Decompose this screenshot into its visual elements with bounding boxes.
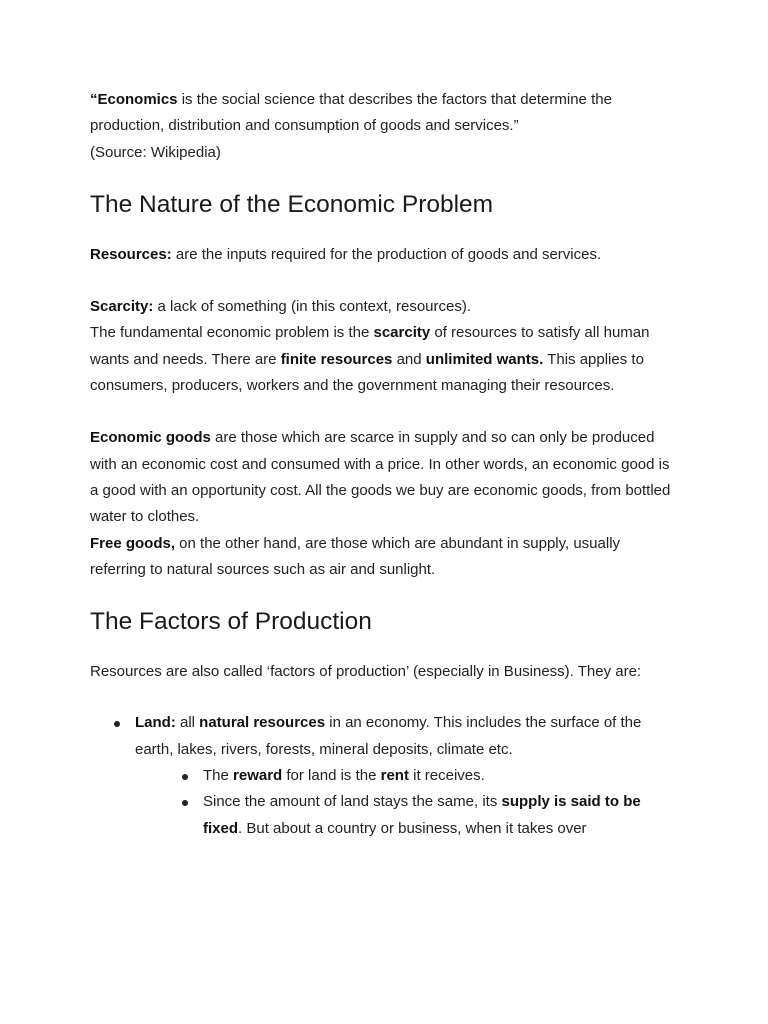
factors-intro: Resources are also called ‘factors of production’ (especially in Business). They are: bbox=[90, 663, 642, 681]
term-economics: Economics bbox=[97, 91, 178, 108]
scarcity-definition: Scarcity: a lack of something (in this context, resources). bbox=[90, 298, 472, 316]
economics-definition: “Economics is the social science that describes the factors that determine the production, distribution and consumption of goods and services.” (Source: Wikipedia) bbox=[90, 91, 612, 161]
term-scarcity: Scarcity: bbox=[90, 298, 154, 316]
quote-mark: “ bbox=[90, 91, 98, 108]
economic-goods-paragraph: Economic goods are those which are scarce in supply and so can only be produced with an economic cost and consumed with a price. In other words, an economic good is a good with an opportunity cost. All the goods we buy are economic goods, from bottled water to clothes. bbox=[90, 429, 671, 526]
land-sublist bbox=[90, 763, 680, 842]
heading-factors-of-production: The Factors of Production bbox=[90, 608, 372, 636]
term-free-goods: Free goods, bbox=[90, 534, 176, 552]
economic-problem-paragraph: The fundamental economic problem is the scarcity of resources to satisfy all human wants and needs. There are finite resources and unlimited wants. This applies to consumers, producers, workers and the government managing their resources. bbox=[90, 324, 650, 395]
term-land: Land: bbox=[135, 714, 176, 732]
list-item-land: Land: all natural resources in an economy. This includes the surface of the earth, lakes, rivers, forests, mineral deposits, climate etc. bbox=[90, 710, 680, 763]
free-goods-paragraph: Free goods, on the other hand, are those which are abundant in supply, usually referring to natural sources such as air and sunlight. bbox=[90, 534, 621, 578]
document-body bbox=[90, 87, 680, 842]
bullet-icon bbox=[114, 721, 120, 727]
term-resources: Resources: bbox=[90, 245, 172, 263]
sublist-item-fixed-supply: Since the amount of land stays the same, its supply is said to be fixed. But about a country or business, when it takes over bbox=[90, 789, 680, 842]
bullet-icon bbox=[182, 800, 188, 806]
sublist-item-reward: The reward for land is the rent it receives. bbox=[90, 763, 680, 789]
source-citation: (Source: Wikipedia) bbox=[90, 143, 221, 161]
factors-list bbox=[90, 710, 680, 763]
bullet-icon bbox=[182, 774, 188, 780]
resources-definition: Resources: are the inputs required for the production of goods and services. bbox=[90, 245, 602, 263]
term-economic-goods: Economic goods bbox=[90, 429, 211, 447]
heading-economic-problem: The Nature of the Economic Problem bbox=[90, 190, 494, 218]
